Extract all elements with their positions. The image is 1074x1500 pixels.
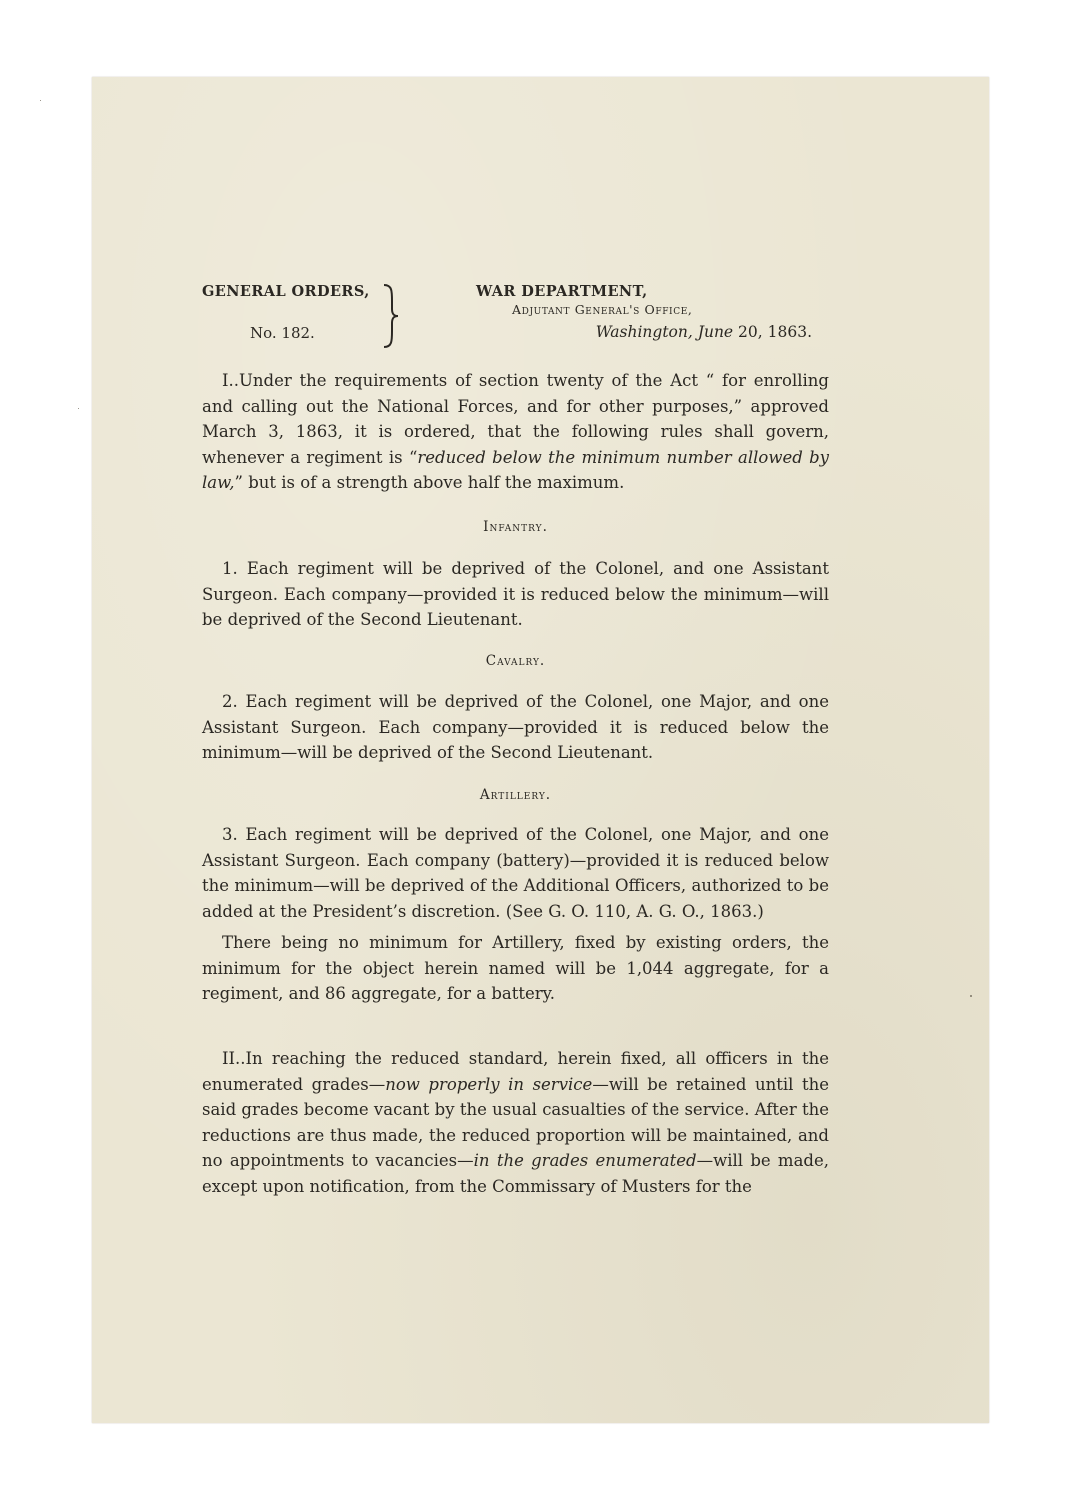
paper-speck [970,995,972,997]
date-day-year: 20, 1863. [738,323,812,341]
date-month: June [697,323,734,341]
artillery-minimum-note: There being no minimum for Artillery, fixed by existing orders, the minimum for the object herein named will be 1,044 aggregate, for a regiment, and 86 aggregate, for a battery. [202,933,829,1003]
infantry-section [202,556,829,633]
section-one-paragraph [202,368,829,496]
place-and-date [596,323,812,341]
section-two-emphasis-1: now properly in service [385,1074,593,1094]
infantry-heading: Infantry. [483,519,548,535]
artillery-heading: Artillery. [479,787,552,803]
department-name: WAR DEPARTMENT, [476,283,648,300]
cavalry-paragraph: 2. Each regiment will be deprived of the Colonel, one Major, and one Assistant Surgeon. Each company—provided it is reduced below the minimum—will be deprived of the Second Lieutenant. [202,692,829,762]
brace-icon [378,283,404,349]
cavalry-heading: Cavalry. [485,653,546,669]
section-two-emphasis-2: in the grades enumerated [473,1151,697,1170]
place-name: Washington, [595,323,693,341]
order-number: No. 182. [250,324,315,342]
order-heading [202,283,822,363]
office-name: Adjutant General's Office, [512,302,693,317]
infantry-paragraph: 1. Each regiment will be deprived of the Colonel, and one Assistant Surgeon. Each company—provided it is reduced below the minimum—will be deprived of the Second Lieutenant. [202,559,829,629]
cavalry-section [202,689,829,766]
section-two-part-3: —will be made, except upon notification, from the Commissary of Musters for the [202,1151,829,1196]
artillery-section [202,822,829,1007]
section-one-tail: ” but is of a strength above half the maximum. [234,473,625,492]
section-one [202,368,829,496]
artillery-paragraph: 3. Each regiment will be deprived of the Colonel, one Major, and one Assistant Surgeon. Each company (battery)—provided it is reduced below the minimum—will be deprived of the Additional Officers, authorized to be added at the President’s discretion. (See G. O. 110, A. G. O., 1863.) [202,825,829,921]
section-two-paragraph [202,1046,829,1199]
section-one-quote: reduced below the minimum number allowed by law, [202,447,829,492]
paper-speck [40,100,41,101]
section-two-part-2: —will be retained until the said grades become vacant by the usual casualties of the service. After the reductions are thus made, the reduced proportion will be maintained, and no appointments to vacancies— [202,1074,830,1170]
paper-speck [78,408,79,409]
section-two-part-1: II..In reaching the reduced standard, herein fixed, all officers in the enumerated grades— [202,1049,829,1094]
general-orders-label: GENERAL ORDERS, [202,283,370,300]
section-two [202,1046,829,1199]
section-one-lead: I..Under the requirements of section twenty of the Act “ for enrolling and calling out the National Forces, and for other purposes,” approved March 3, 1863, it is ordered, that the following rules shall govern, whenever a regiment is “ [202,371,829,467]
